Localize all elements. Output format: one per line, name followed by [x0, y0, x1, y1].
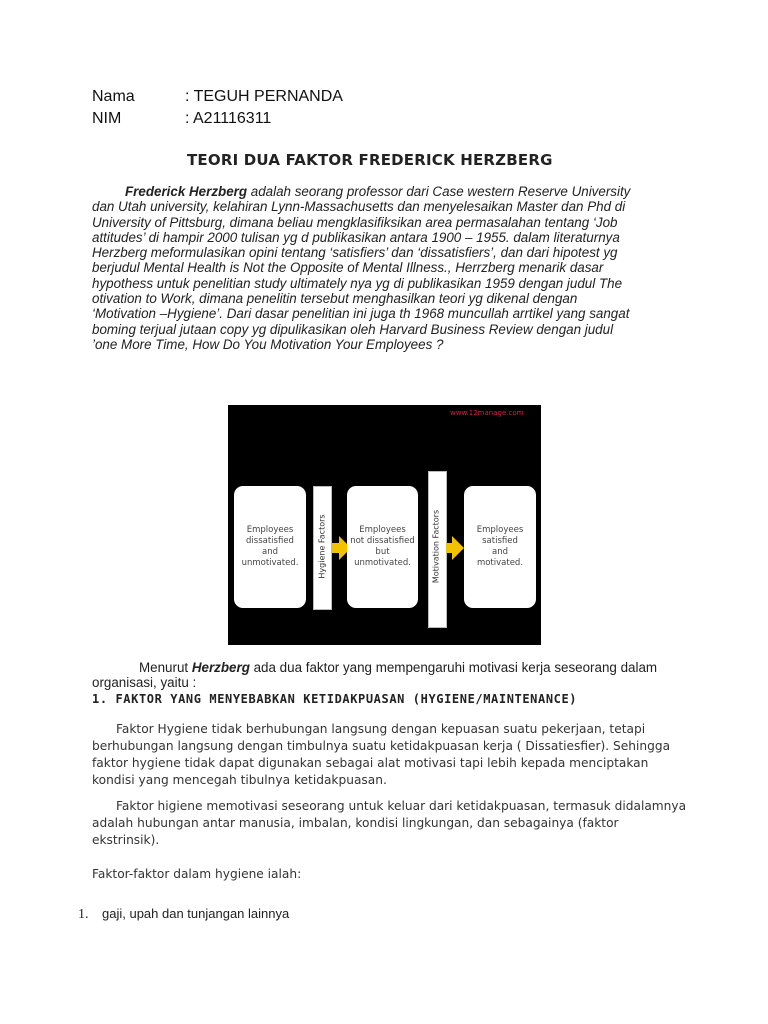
section-heading-hygiene: 1. FAKTOR YANG MENYEBABKAN KETIDAKPUASAN (HYGIENE/MAINTENANCE) [92, 692, 578, 706]
figure-watermark: www.12manage.com [450, 409, 524, 417]
menurut-pre: Menurut [139, 660, 192, 675]
menurut-line2: organisasi, yaitu : [92, 675, 197, 690]
box1-line: and [261, 547, 278, 557]
box2-line: Employees [359, 525, 406, 535]
herzberg-figure [228, 405, 541, 645]
intro-line4: attitudes’ di hampir 2000 tulisan yg d publikasikan antara 1900 – 1955. dalam literaturnya [92, 229, 620, 245]
nim-value: : A21116311 [185, 110, 272, 127]
box3-line: satisfied [482, 536, 518, 546]
higiene-paragraph [92, 798, 686, 849]
hygiene-paragraph [92, 721, 670, 789]
menurut-post: ada dua faktor yang mempengaruhi motivasi kerja seseorang dalam [249, 660, 658, 675]
p2-line: kondisi yang mencegah tibulnya ketidakpuasan. [92, 773, 387, 787]
box-satisfied [464, 486, 536, 608]
intro-line10: boming terjual jutaan copy yg dipulikasikan oleh Harvard Business Review dengan judul [92, 321, 614, 337]
hygiene-factors-label: Hygiene Factors [317, 514, 327, 579]
intro-line1: adalah seorang professor dari Case western Reserve University [247, 184, 631, 199]
intro-paragraph [92, 184, 652, 352]
p3-line: Faktor higiene memotivasi seseorang untuk keluar dari ketidakpuasan, termasuk didalamnya [116, 799, 687, 813]
intro-line7: hypothess untuk penelitian study ultimately nya yg di publikasikan 1959 dengan judul The [92, 275, 623, 291]
box3-line: Employees [476, 525, 524, 535]
p2-line: berhubungan langsung dengan timbulnya suatu ketidakpuasan kerja ( Dissatiesfier). Sehingga [92, 739, 671, 753]
nama-label: Nama [92, 88, 135, 105]
menurut-bold: Herzberg [191, 660, 250, 675]
p3-line: ekstrinsik). [92, 833, 160, 847]
box1-line: Employees [246, 525, 294, 535]
list-item-text: gaji, upah dan tunjangan lainnya [102, 906, 290, 921]
intro-line3: University of Pittsburg, dimana beliau mengklasifiksikan area permasalahan tentang ‘Job [92, 214, 618, 230]
nim-label: NIM [92, 110, 122, 127]
nama-value: : TEGUH PERNANDA [185, 88, 343, 105]
intro-line2: dan Utah university, kelahiran Lynn-Massachusetts dan menyelesaikan Master dan Phd di [92, 199, 626, 215]
box-dissatisfied [234, 486, 306, 608]
box3-line: and [492, 547, 508, 557]
p2-line: faktor hygiene tidak dapat digunakan sebagai alat motivasi tapi lebih kepada menciptakan [92, 756, 649, 770]
page-title: TEORI DUA FAKTOR FREDERICK HERZBERG [187, 151, 553, 169]
list-item [78, 906, 289, 923]
box1-line: unmotivated. [241, 558, 299, 568]
intro-line11: ’one More Time, How Do You Motivation Your Employees ? [92, 336, 444, 352]
intro-line9: ‘Motivation –Hygiene’. Dari dasar penelitian ini juga th 1968 muncullah arrtikel yang sangat [92, 306, 630, 322]
box1-line: dissatisfied [246, 536, 294, 546]
intro-line6: berjudul Mental Health is Not the Opposite of Mental Illness., Herrzberg menarik dasar [92, 260, 604, 276]
intro-line5: Herzberg meformulasikan opini tentang ‘satisfiers’ dan ‘dissatisfiers’, dan dari hipotest yg [92, 245, 618, 261]
menurut-paragraph [92, 660, 657, 690]
list-intro: Faktor-faktor dalam hygiene ialah: [92, 867, 302, 881]
arrow-right-icon [452, 536, 464, 560]
box2-line: not dissatisfied [350, 536, 415, 546]
box3-line: motivated. [476, 558, 524, 568]
box2-line: but [375, 547, 390, 557]
box2-line: unmotivated. [354, 558, 411, 568]
intro-bold-name: Frederick Herzberg [125, 184, 248, 199]
intro-line8: otivation to Work, dimana penelitin tersebut menghasilkan teori yg dikenal dengan [92, 291, 578, 307]
motivation-factors-label: Motivation Factors [431, 509, 441, 584]
box-not-dissatisfied [347, 486, 418, 608]
p2-line: Faktor Hygiene tidak berhubungan langsung dengan kepuasan suatu pekerjaan, tetapi [116, 722, 646, 736]
list-item-number: 1. [78, 907, 89, 922]
p3-line: adalah hubungan antar manusia, imbalan, kondisi lingkungan, dan sebagainya (faktor [92, 816, 619, 830]
